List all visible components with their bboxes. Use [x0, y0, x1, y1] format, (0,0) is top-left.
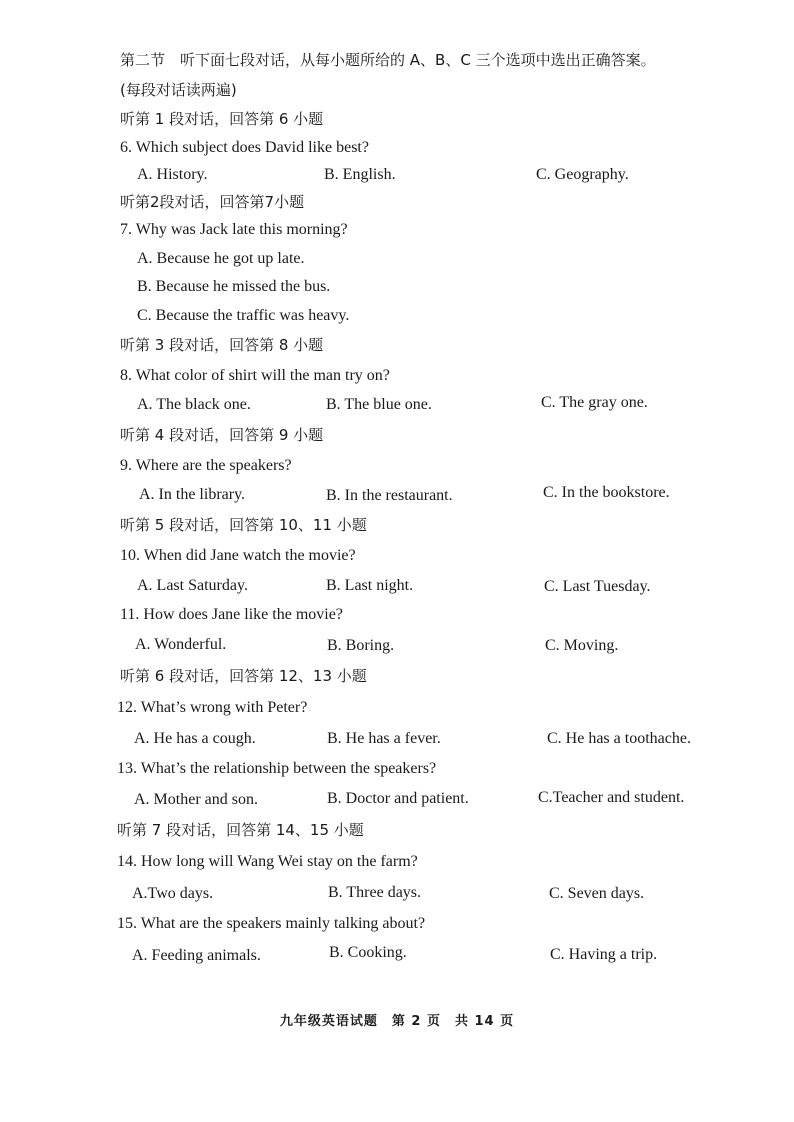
q7-option-b: B. Because he missed the bus. — [137, 278, 331, 295]
question-10: 10. When did Jane watch the movie? — [120, 547, 356, 564]
q11-option-b: B. Boring. — [327, 637, 395, 654]
group-7-instruction: 听第 7 段对话，回答第 14、15 小题 — [117, 821, 364, 839]
q9-option-b: B. In the restaurant. — [326, 487, 453, 504]
q10-option-b: B. Last night. — [326, 577, 414, 594]
group-5-instruction: 听第 5 段对话，回答第 10、11 小题 — [120, 516, 367, 534]
section-note: (每段对话读两遍) — [120, 81, 237, 99]
question-11: 11. How does Jane like the movie? — [120, 606, 343, 623]
group-3-instruction: 听第 3 段对话，回答第 8 小题 — [120, 336, 324, 354]
q13-option-a: A. Mother and son. — [134, 791, 258, 808]
question-14: 14. How long will Wang Wei stay on the farm? — [117, 853, 418, 870]
q13-option-b: B. Doctor and patient. — [327, 790, 469, 807]
question-6: 6. Which subject does David like best? — [120, 139, 369, 156]
q11-option-c: C. Moving. — [545, 637, 619, 654]
q13-option-c: C.Teacher and student. — [538, 789, 685, 806]
group-2-instruction: 听第2段对话，回答第7小题 — [120, 193, 305, 211]
q11-option-a: A. Wonderful. — [135, 636, 227, 653]
q15-option-c: C. Having a trip. — [550, 946, 658, 963]
question-13: 13. What’s the relationship between the speakers? — [117, 760, 437, 777]
q10-option-c: C. Last Tuesday. — [544, 578, 651, 595]
q8-option-a: A. The black one. — [137, 396, 251, 413]
question-12: 12. What’s wrong with Peter? — [117, 699, 308, 716]
q7-option-a: A. Because he got up late. — [137, 250, 305, 267]
page-footer: 九年级英语试题 第 2 页 共 14 页 — [279, 1014, 515, 1029]
q12-option-b: B. He has a fever. — [327, 730, 441, 747]
q15-option-a: A. Feeding animals. — [132, 947, 261, 964]
group-4-instruction: 听第 4 段对话，回答第 9 小题 — [120, 426, 324, 444]
q14-option-a: A.Two days. — [132, 885, 214, 902]
group-1-instruction: 听第 1 段对话，回答第 6 小题 — [120, 110, 324, 128]
q14-option-c: C. Seven days. — [549, 885, 645, 902]
q8-option-b: B. The blue one. — [326, 396, 432, 413]
q12-option-a: A. He has a cough. — [134, 730, 256, 747]
q12-option-c: C. He has a toothache. — [547, 730, 691, 747]
question-9: 9. Where are the speakers? — [120, 457, 292, 474]
q9-option-a: A. In the library. — [139, 486, 246, 503]
q9-option-c: C. In the bookstore. — [543, 484, 670, 501]
q14-option-b: B. Three days. — [328, 884, 422, 901]
question-15: 15. What are the speakers mainly talking about? — [117, 915, 426, 932]
q6-option-a: A. History. — [137, 166, 208, 183]
q6-option-c: C. Geography. — [536, 166, 629, 183]
q8-option-c: C. The gray one. — [541, 394, 648, 411]
q7-option-c: C. Because the traffic was heavy. — [137, 307, 350, 324]
group-6-instruction: 听第 6 段对话，回答第 12、13 小题 — [120, 667, 367, 685]
question-8: 8. What color of shirt will the man try on? — [120, 367, 390, 384]
question-7: 7. Why was Jack late this morning? — [120, 221, 348, 238]
section-title: 第二节 听下面七段对话，从每小题所给的 A、B、C 三个选项中选出正确答案。 — [120, 51, 656, 69]
q10-option-a: A. Last Saturday. — [137, 577, 248, 594]
q6-option-b: B. English. — [324, 166, 396, 183]
q15-option-b: B. Cooking. — [329, 944, 407, 961]
